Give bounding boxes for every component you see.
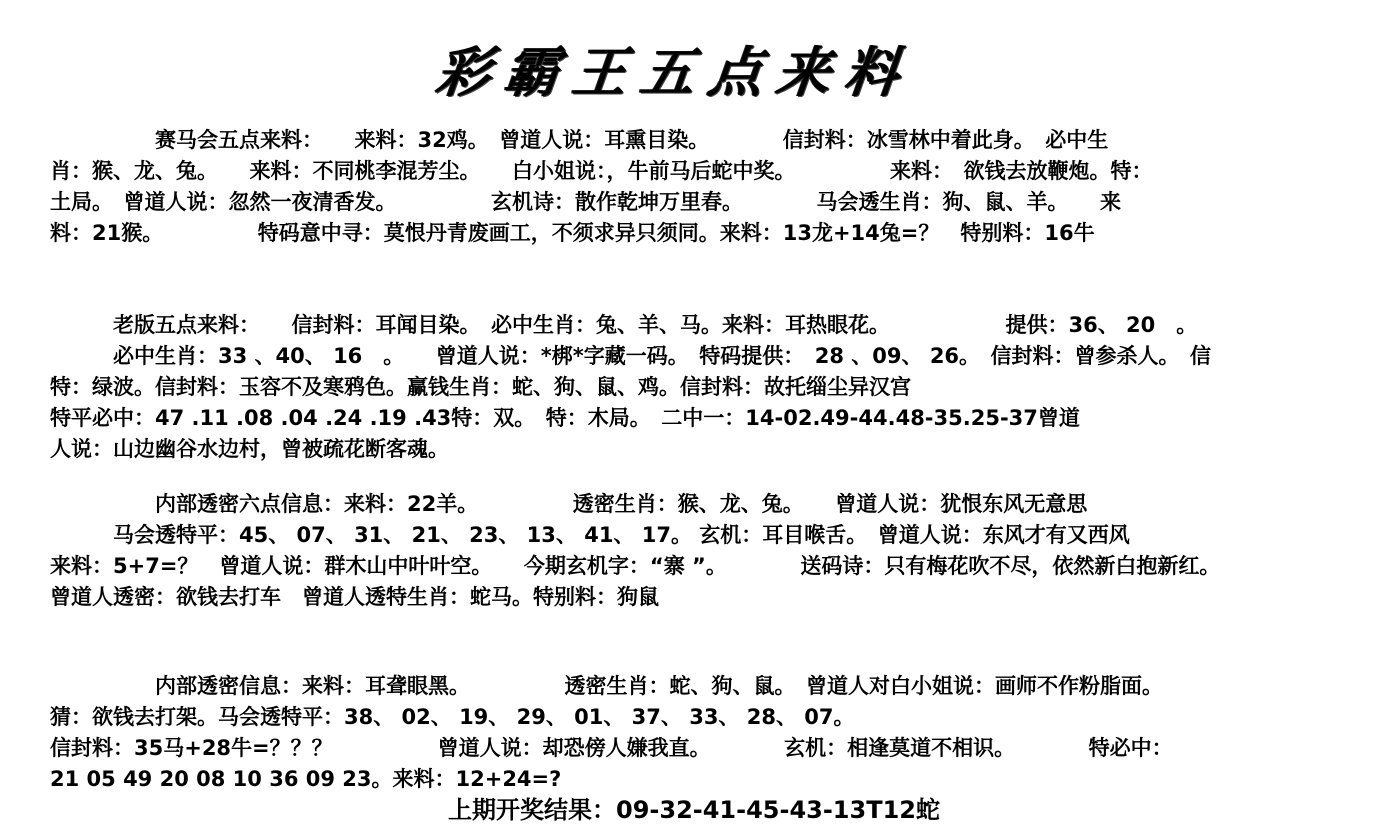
text-line: 曾道人透密：欲钱去打车 曾道人透特生肖：蛇马。特别料：狗鼠	[50, 585, 659, 609]
text-line: 猜：欲钱去打架。马会透特平：38、 02、 19、 29、 01、 37、 33、 28、 07。	[50, 705, 855, 729]
text-line: 21 05 49 20 08 10 36 09 23。来料：12+24=?	[50, 767, 562, 791]
text-line: 信封料：35马+28牛=？？？ 曾道人说：却恐傍人嫌我直。 玄机：相逢莫道不相识。 特必中：	[50, 736, 1173, 760]
last-draw-result: 上期开奖结果：09-32-41-45-43-13T12蛇	[448, 796, 940, 824]
text-line: 肖：猴、龙、兔。 来料：不同桃李混芳尘。 白小姐说：，牛前马后蛇中奖。 来料： 欲钱去放鞭炮。特：	[50, 159, 1153, 183]
text-line: 内部透密六点信息：来料：22羊。 透密生肖：猴、龙、兔。 曾道人说：犹恨东风无意思	[50, 492, 1088, 516]
text-line: 必中生肖：33 、40、 16 。 曾道人说：*梆*字藏一码。 特码提供： 28 、09、 26。 信封料：曾参杀人。 信	[50, 344, 1212, 368]
text-line: 来料：5+7=？ 曾道人说：群木山中叶叶空。 今期玄机字：“寨 ”。 送码诗：只有梅花吹不尽，依然新白抱新红。	[50, 554, 1221, 578]
text-line: 内部透密信息：来料：耳聋眼黑。 透密生肖：蛇、狗、鼠。 曾道人对白小姐说：画师不作粉脂面。	[50, 674, 1163, 698]
text-line: 特平必中：47 .11 .08 .04 .24 .19 .43特：双。 特：木局。 二中一：14-02.49-44.48-35.25-37曾道	[50, 406, 1080, 430]
text-line: 马会透特平：45、 07、 31、 21、 23、 13、 41、 17。 玄机：耳目喉舌。 曾道人说：东风才有又西风	[50, 523, 1130, 547]
text-line: 料：21猴。 特码意中寻：莫恨丹青废画工，不须求异只须同。来料：13龙+14兔=？ 特别料：16牛	[50, 221, 1095, 245]
text-line: 人说：山边幽谷水边村，曾被疏花断客魂。	[50, 437, 449, 461]
text-line: 老版五点来料： 信封料：耳闻目染。 必中生肖：兔、羊、马。来料：耳热眼花。 提供：36、 20 。	[50, 313, 1198, 337]
text-line: 赛马会五点来料： 来料：32鸡。 曾道人说：耳熏目染。 信封料：冰雪林中着此身。 必中生	[50, 128, 1109, 152]
page-title: 彩霸王五点来料	[433, 40, 916, 104]
text-line: 土局。 曾道人说：忽然一夜清香发。 玄机诗：散作乾坤万里春。 马会透生肖：狗、鼠、羊。 来	[50, 190, 1121, 214]
text-line: 特：绿波。信封料：玉容不及寒鸦色。赢钱生肖：蛇、狗、鼠、鸡。信封料：故托缁尘异汉宫	[50, 375, 911, 399]
